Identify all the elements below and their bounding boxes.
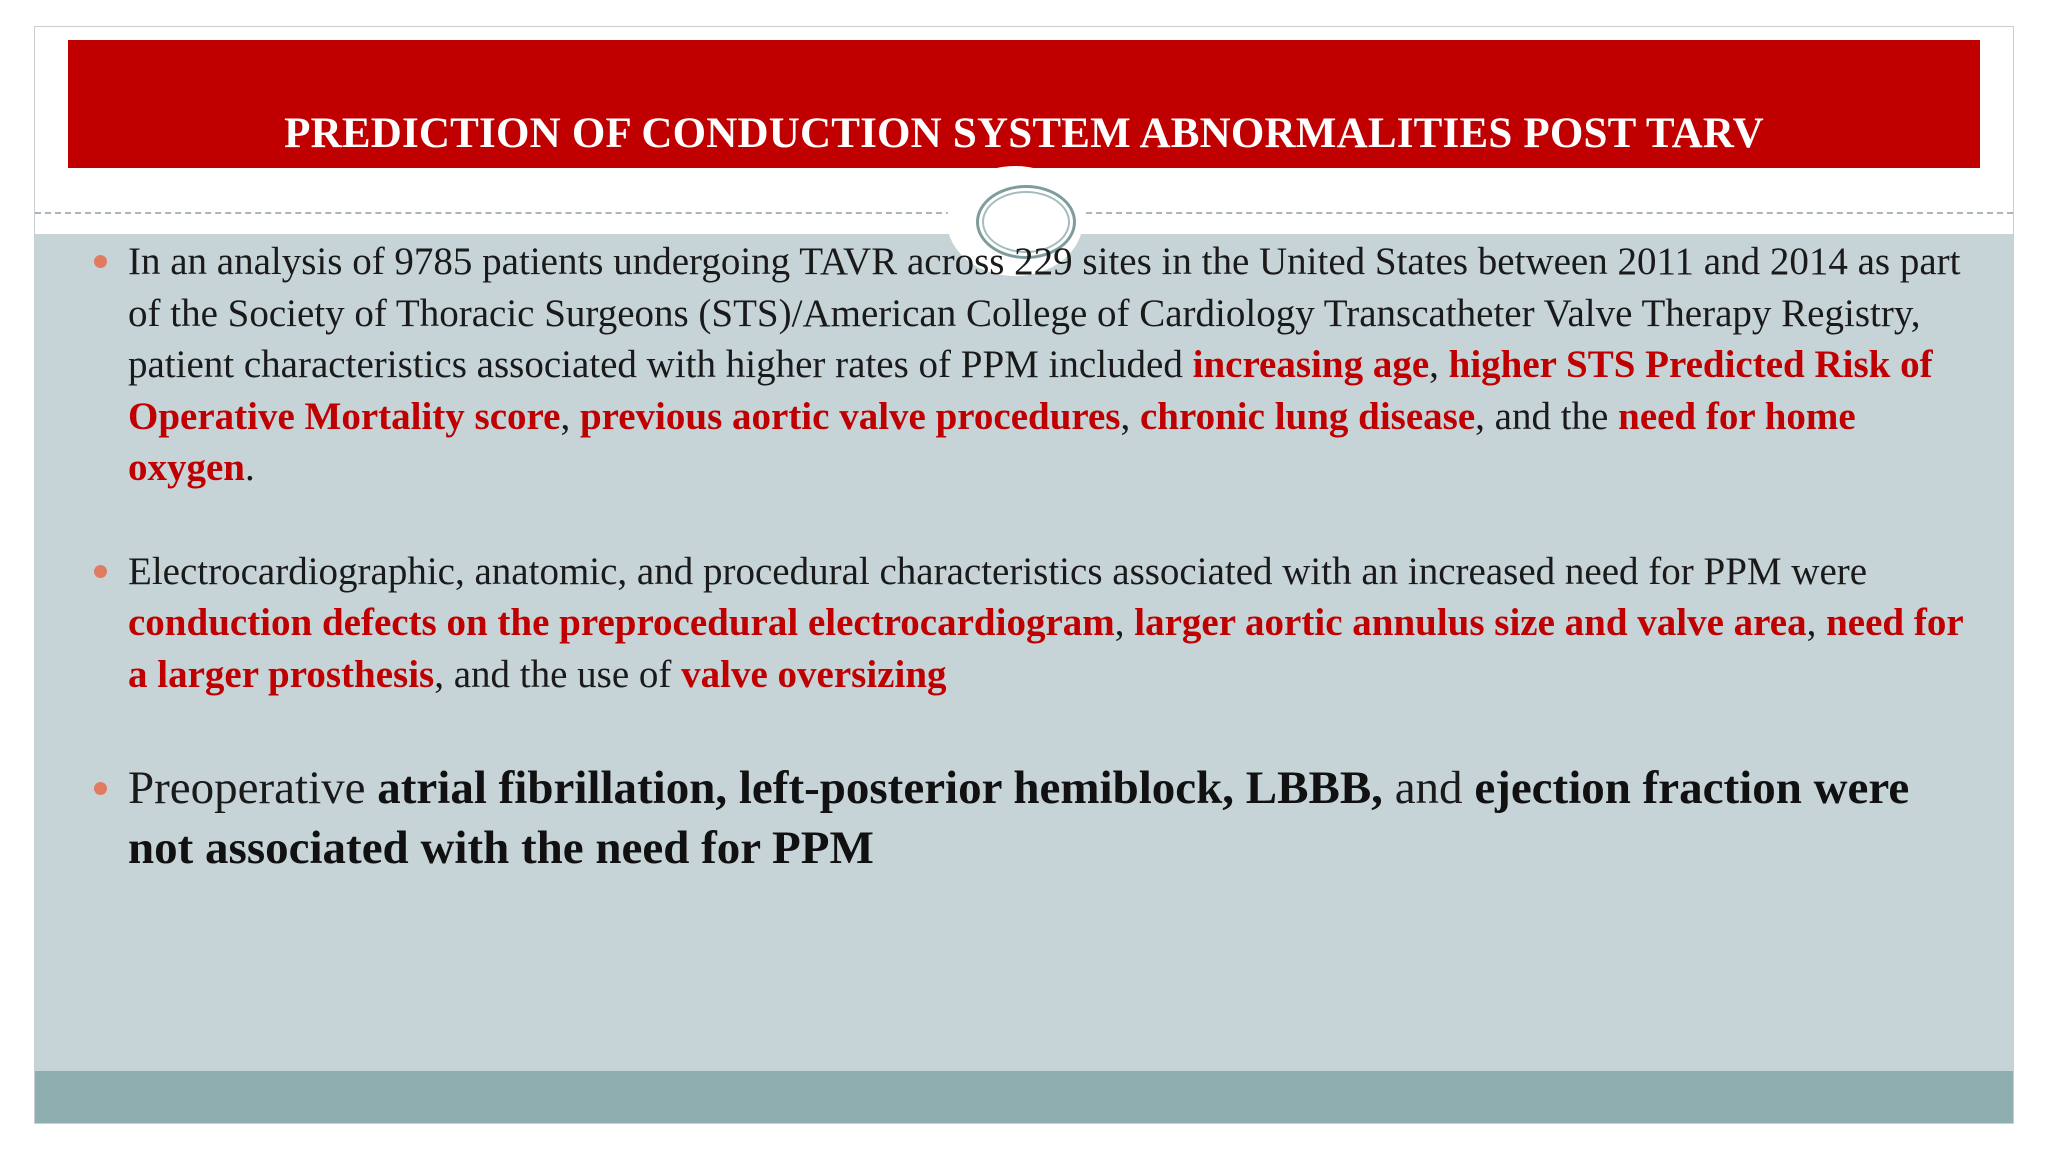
- text-run: ,: [560, 394, 580, 438]
- slide-title: PREDICTION OF CONDUCTION SYSTEM ABNORMALITIES POST TARV: [284, 110, 1764, 157]
- footer-band: [35, 1071, 2013, 1123]
- bullet-1-text: [128, 240, 1960, 489]
- bullet-2-text: [128, 550, 1963, 696]
- highlight-increasing-age: increasing age: [1192, 343, 1430, 386]
- bullet-dot-icon: [94, 255, 107, 268]
- highlight-sts-score: higher STS Predicted Risk of Operative Mortality score: [128, 343, 1933, 438]
- bullet-item-1: [94, 236, 1974, 494]
- text-run: Electrocardiographic, anatomic, and procedural characteristics associated with an increased need for PPM were: [128, 549, 1868, 593]
- bullet-item-2: [94, 546, 1974, 701]
- highlight-larger-prosthesis: need for a larger prosthesis: [128, 601, 1963, 696]
- text-run: ,: [1806, 601, 1827, 644]
- text-run: ,: [1114, 601, 1135, 644]
- bold-ejection-fraction: ejection fraction were not associated with the need for PPM: [128, 762, 1910, 874]
- bullet-list: [94, 236, 1974, 878]
- text-run: , and the use of: [434, 652, 682, 696]
- text-run: ,: [1429, 343, 1449, 386]
- text-run: ,: [1120, 394, 1140, 438]
- bold-af-hemiblock-lbbb: atrial fibrillation, left-posterior hemiblock, LBBB,: [377, 762, 1383, 814]
- text-run: , and the: [1475, 394, 1619, 438]
- highlight-chronic-lung-disease: chronic lung disease: [1140, 394, 1476, 438]
- highlight-valve-oversizing: valve oversizing: [681, 652, 947, 696]
- highlight-annulus-size: larger aortic annulus size and valve area: [1134, 601, 1807, 644]
- text-run: and: [1382, 762, 1475, 814]
- bullet-dot-icon: [94, 782, 107, 795]
- text-run: .: [245, 446, 255, 489]
- bullet-3-text: [128, 762, 1909, 874]
- title-bar: [68, 40, 1980, 168]
- text-run: Preoperative: [128, 762, 378, 814]
- bullet-item-3: [94, 758, 1974, 878]
- text-run: In an analysis of 9785 patients undergoing TAVR across 229 sites in the United States between 2011 and 2014 as part of the Society of Thoracic Surgeons (STS)/American College of Cardiology Transcatheter Valve Therapy Registry, patient characteristics associated with higher rates of PPM included: [128, 240, 1961, 386]
- highlight-previous-procedures: previous aortic valve procedures: [579, 394, 1121, 438]
- highlight-conduction-defects: conduction defects on the preprocedural electrocardiogram: [128, 601, 1115, 644]
- bullet-dot-icon: [94, 565, 107, 578]
- highlight-home-oxygen: need for home oxygen: [128, 394, 1856, 489]
